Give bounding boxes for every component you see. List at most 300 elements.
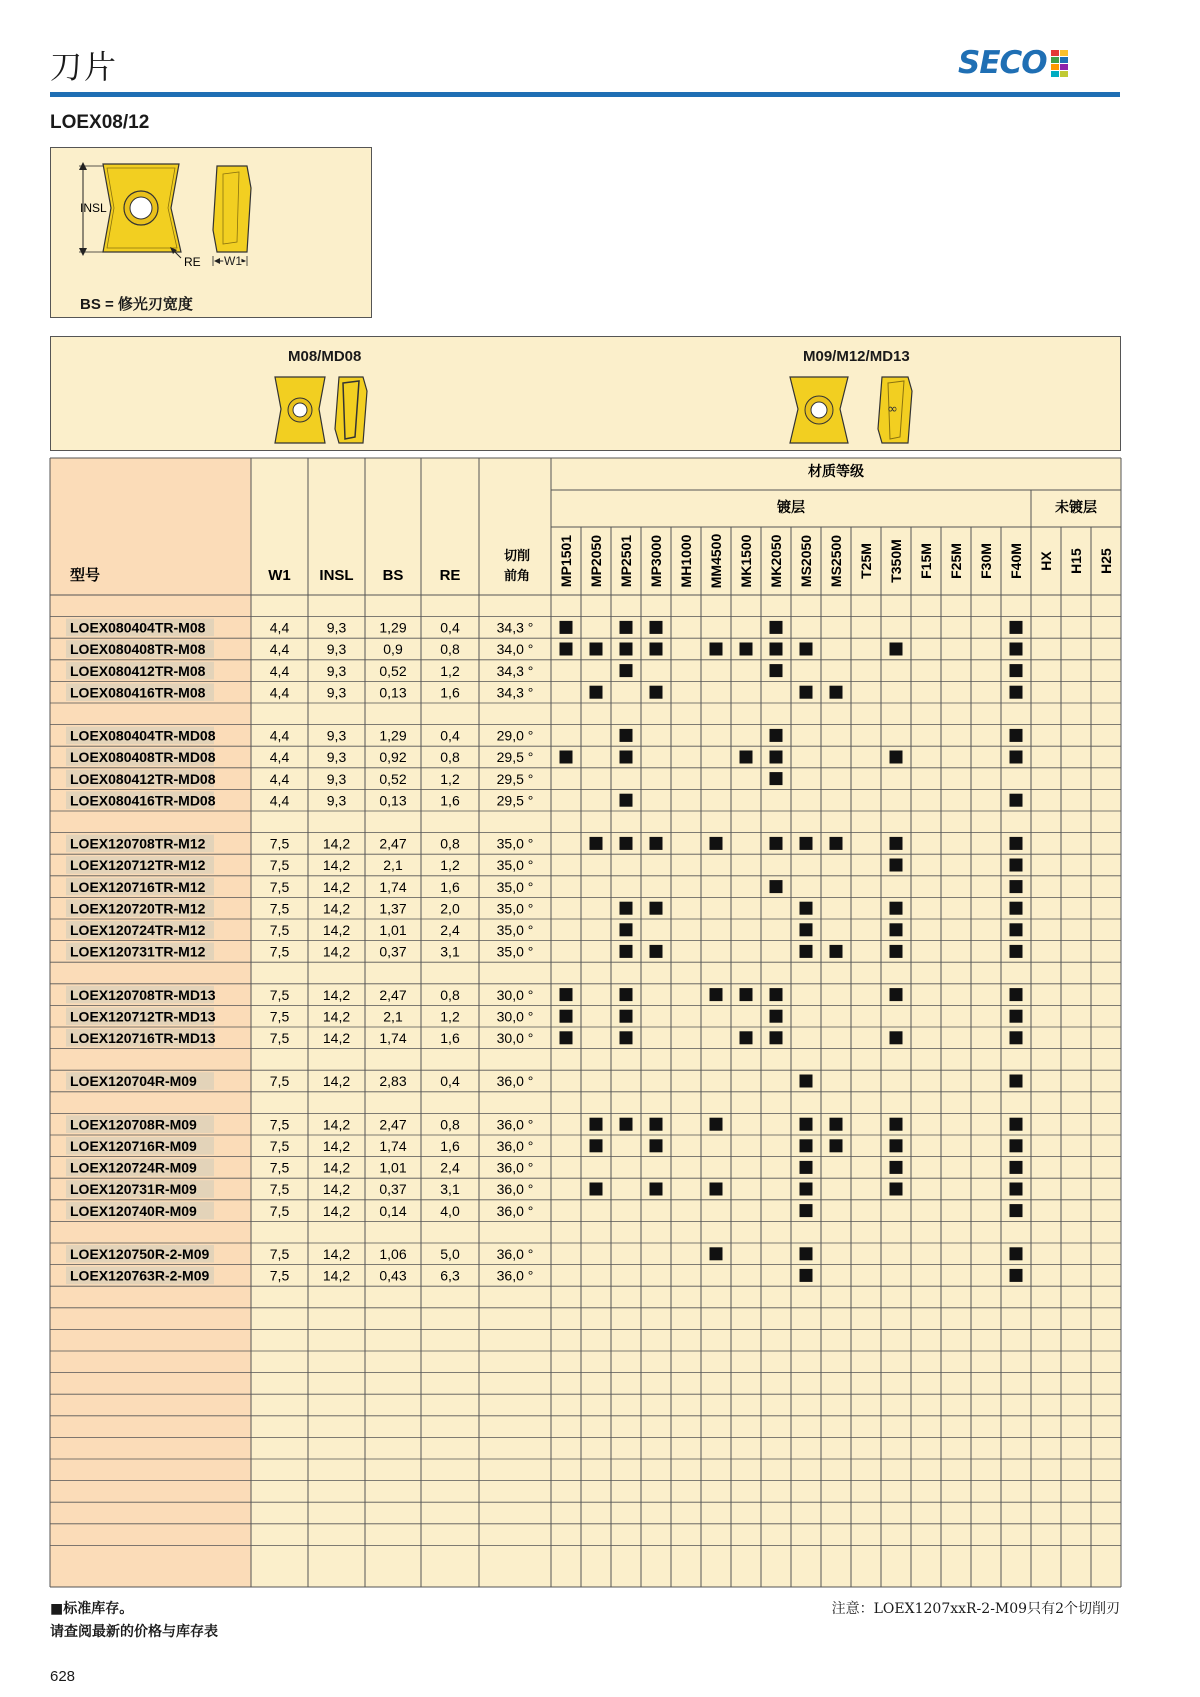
stock-mark: [620, 664, 633, 677]
stock-mark: [620, 794, 633, 807]
stock-mark: [770, 643, 783, 656]
stock-mark: [620, 945, 633, 958]
row-model: LOEX120716TR-M12: [70, 878, 206, 895]
row-model: LOEX120724TR-M12: [70, 922, 206, 938]
stock-mark: [1010, 643, 1023, 656]
grade-header-h15: H15: [1068, 548, 1084, 574]
grade-header-mk1500: MK1500: [738, 534, 754, 588]
stock-mark: [830, 945, 843, 958]
stock-mark: [1010, 1183, 1023, 1196]
header-uncoated: 未镀层: [1055, 500, 1097, 516]
row-model: LOEX080404TR-M08: [70, 619, 206, 636]
stock-mark: [1010, 664, 1023, 677]
grade-header-hx: HX: [1038, 551, 1054, 571]
stock-mark: [1010, 1075, 1023, 1088]
logo-text: SECO: [958, 45, 1047, 81]
row-w1: 7,5: [269, 878, 290, 895]
row-w1: 7,5: [269, 1181, 290, 1198]
stock-mark: [800, 1075, 813, 1088]
row-angle: 29,5 °: [496, 792, 534, 809]
row-angle: 36,0 °: [496, 1246, 534, 1262]
row-w1: 7,5: [269, 857, 290, 874]
stock-mark: [1010, 1269, 1023, 1282]
stock-mark: [830, 686, 843, 699]
grade-header-h25: H25: [1098, 548, 1114, 574]
row-bs: 1,29: [379, 727, 407, 744]
row-w1: 4,4: [269, 684, 290, 701]
insl-label: INSL: [80, 201, 107, 215]
stock-mark: [830, 837, 843, 850]
row-angle: 30,0 °: [496, 986, 534, 1003]
stock-mark: [620, 923, 633, 936]
stock-mark: [800, 902, 813, 915]
stock-mark: [800, 1183, 813, 1196]
row-w1: 7,5: [269, 1246, 290, 1262]
stock-mark: [800, 923, 813, 936]
row-re: 3,1: [440, 943, 460, 960]
page-title: 刀片: [50, 48, 119, 86]
row-re: 1,2: [440, 770, 460, 787]
row-insl: 14,2: [322, 986, 351, 1003]
svg-text:∞: ∞: [887, 402, 898, 417]
stock-mark: [1010, 621, 1023, 634]
row-model: LOEX120712TR-M12: [70, 857, 206, 874]
row-w1: 7,5: [269, 1116, 290, 1133]
row-insl: 14,2: [322, 1138, 351, 1154]
row-insl: 14,2: [322, 857, 351, 874]
stock-mark: [770, 1031, 783, 1044]
stock-note: ■标准库存。: [50, 1601, 134, 1617]
stock-mark: [620, 1010, 633, 1023]
row-angle: 36,0 °: [496, 1181, 534, 1198]
row-bs: 0,52: [379, 770, 407, 787]
stock-mark: [740, 643, 753, 656]
row-bs: 2,47: [379, 835, 407, 852]
row-angle: 35,0 °: [496, 878, 534, 895]
row-model: LOEX080412TR-MD08: [70, 770, 216, 787]
stock-mark: [740, 1031, 753, 1044]
row-model: LOEX120720TR-M12: [70, 900, 206, 917]
header-grade-group: 材质等级: [808, 464, 864, 480]
row-model: LOEX120708R-M09: [70, 1116, 197, 1133]
stock-mark: [620, 902, 633, 915]
row-w1: 7,5: [269, 1138, 290, 1154]
row-angle: 36,0 °: [496, 1116, 534, 1133]
row-w1: 7,5: [269, 1159, 290, 1176]
stock-mark: [1010, 880, 1023, 893]
row-insl: 14,2: [322, 900, 351, 917]
stock-mark: [770, 621, 783, 634]
row-re: 0,8: [440, 986, 460, 1003]
row-angle: 35,0 °: [496, 922, 534, 938]
stock-mark: [710, 837, 723, 850]
variant-label-m08: M08/MD08: [288, 348, 362, 365]
stock-mark: [620, 1031, 633, 1044]
stock-mark: [800, 945, 813, 958]
stock-mark: [620, 988, 633, 1001]
stock-mark: [560, 751, 573, 764]
stock-mark: [770, 837, 783, 850]
row-angle: 36,0 °: [496, 1159, 534, 1176]
stock-mark: [800, 837, 813, 850]
row-re: 1,6: [440, 1030, 460, 1046]
row-model: LOEX120704R-M09: [70, 1073, 197, 1090]
stock-mark: [1010, 686, 1023, 699]
row-insl: 14,2: [322, 1267, 351, 1284]
stock-mark: [1010, 794, 1023, 807]
row-model: LOEX120716TR-MD13: [70, 1030, 216, 1046]
stock-mark: [620, 1118, 633, 1131]
row-insl: 14,2: [322, 878, 351, 895]
row-model: LOEX120731R-M09: [70, 1181, 197, 1198]
row-model: LOEX080416TR-M08: [70, 684, 206, 701]
row-model: LOEX120724R-M09: [70, 1159, 197, 1176]
stock-mark: [560, 988, 573, 1001]
stock-mark: [1010, 837, 1023, 850]
row-w1: 7,5: [269, 1267, 290, 1284]
row-w1: 7,5: [269, 1202, 290, 1219]
stock-mark: [890, 1118, 903, 1131]
row-angle: 34,3 °: [496, 619, 534, 636]
stock-mark: [650, 621, 663, 634]
stock-mark: [890, 751, 903, 764]
row-re: 0,4: [440, 727, 460, 744]
row-re: 2,4: [440, 1159, 460, 1176]
stock-mark: [890, 837, 903, 850]
grade-header-ms2050: MS2050: [798, 534, 814, 588]
row-model: LOEX080404TR-MD08: [70, 727, 216, 744]
row-angle: 29,5 °: [496, 770, 534, 787]
row-bs: 1,06: [379, 1246, 407, 1262]
row-w1: 7,5: [269, 922, 290, 938]
row-re: 0,4: [440, 1073, 460, 1090]
row-bs: 0,14: [379, 1202, 407, 1219]
row-bs: 1,74: [379, 878, 407, 895]
stock-mark: [1010, 1161, 1023, 1174]
row-w1: 7,5: [269, 1008, 290, 1025]
stock-mark: [800, 1247, 813, 1260]
stock-mark: [800, 643, 813, 656]
stock-mark: [890, 923, 903, 936]
stock-mark: [650, 686, 663, 699]
stock-mark: [1010, 902, 1023, 915]
grade-header-mm4500: MM4500: [708, 533, 724, 589]
stock-mark: [710, 643, 723, 656]
stock-mark: [770, 988, 783, 1001]
row-angle: 34,0 °: [496, 641, 534, 658]
row-bs: 1,01: [379, 922, 407, 938]
stock-mark: [560, 1010, 573, 1023]
stock-mark: [560, 1031, 573, 1044]
row-model: LOEX080408TR-MD08: [70, 749, 216, 766]
grade-header-mp3000: MP3000: [648, 534, 664, 588]
row-w1: 4,4: [269, 619, 290, 636]
row-re: 1,2: [440, 1008, 460, 1025]
re-label: RE: [184, 255, 201, 269]
row-angle: 36,0 °: [496, 1202, 534, 1219]
row-bs: 0,37: [379, 1181, 407, 1198]
row-model: LOEX120740R-M09: [70, 1202, 197, 1219]
row-re: 1,6: [440, 792, 460, 809]
row-re: 0,8: [440, 835, 460, 852]
grade-header-f25m: F25M: [948, 543, 964, 579]
stock-mark: [800, 1118, 813, 1131]
stock-mark: [620, 751, 633, 764]
stock-mark: [890, 1139, 903, 1152]
grade-header-f15m: F15M: [918, 543, 934, 579]
stock-mark: [1010, 923, 1023, 936]
row-re: 2,0: [440, 900, 460, 917]
stock-mark: [740, 751, 753, 764]
stock-mark: [1010, 751, 1023, 764]
row-w1: 4,4: [269, 727, 290, 744]
row-w1: 4,4: [269, 770, 290, 787]
row-angle: 36,0 °: [496, 1073, 534, 1090]
stock-mark: [1010, 729, 1023, 742]
row-bs: 2,47: [379, 986, 407, 1003]
row-angle: 35,0 °: [496, 900, 534, 917]
row-insl: 9,3: [326, 727, 347, 744]
row-bs: 1,37: [379, 900, 407, 917]
row-insl: 14,2: [322, 1159, 351, 1176]
stock-mark: [1010, 945, 1023, 958]
row-w1: 7,5: [269, 1030, 290, 1046]
row-insl: 9,3: [326, 749, 347, 766]
stock-mark: [650, 945, 663, 958]
row-re: 1,6: [440, 684, 460, 701]
header-bs: BS: [382, 567, 404, 584]
row-bs: 0,92: [379, 749, 407, 766]
grade-header-mp1501: MP1501: [558, 534, 574, 588]
row-model: LOEX120708TR-M12: [70, 835, 206, 852]
row-bs: 2,83: [379, 1073, 407, 1090]
variant-label-m09: M09/M12/MD13: [803, 348, 910, 365]
header-re: RE: [439, 567, 461, 584]
stock-mark: [1010, 1247, 1023, 1260]
stock-mark: [590, 686, 603, 699]
row-re: 3,1: [440, 1181, 460, 1198]
grade-header-f40m: F40M: [1008, 543, 1024, 579]
row-w1: 4,4: [269, 662, 290, 679]
stock-mark: [800, 1204, 813, 1217]
stock-mark: [590, 1118, 603, 1131]
row-w1: 7,5: [269, 900, 290, 917]
stock-mark: [800, 1161, 813, 1174]
stock-mark: [1010, 1010, 1023, 1023]
stock-mark: [560, 621, 573, 634]
row-angle: 29,5 °: [496, 749, 534, 766]
row-bs: 0,13: [379, 684, 407, 701]
row-model: LOEX120731TR-M12: [70, 943, 206, 960]
grade-header-f30m: F30M: [978, 543, 994, 579]
row-insl: 14,2: [322, 835, 351, 852]
row-bs: 1,74: [379, 1138, 407, 1154]
stock-mark: [770, 664, 783, 677]
stock-mark: [1010, 859, 1023, 872]
section-title: LOEX08/12: [50, 112, 150, 133]
row-angle: 30,0 °: [496, 1030, 534, 1046]
row-bs: 2,1: [383, 857, 403, 874]
row-insl: 9,3: [326, 684, 347, 701]
stock-mark: [620, 729, 633, 742]
row-re: 4,0: [440, 1202, 460, 1219]
row-model: LOEX120750R-2-M09: [70, 1246, 210, 1262]
row-insl: 9,3: [326, 641, 347, 658]
row-model: LOEX080408TR-M08: [70, 641, 206, 658]
row-model: LOEX080412TR-M08: [70, 662, 206, 679]
header-coated: 镀层: [777, 500, 805, 516]
stock-mark: [830, 1118, 843, 1131]
stock-mark: [890, 1161, 903, 1174]
stock-mark: [890, 859, 903, 872]
row-re: 0,8: [440, 1116, 460, 1133]
row-bs: 0,13: [379, 792, 407, 809]
stock-mark: [620, 621, 633, 634]
w1-label: W1: [224, 254, 242, 268]
grade-header-ms2500: MS2500: [828, 534, 844, 588]
stock-mark: [830, 1139, 843, 1152]
page-number: 628: [50, 1668, 76, 1685]
header-angle-line1: 切削: [503, 549, 531, 564]
stock-mark: [1010, 988, 1023, 1001]
row-model: LOEX120763R-2-M09: [70, 1267, 210, 1284]
header-angle-line2: 前角: [503, 569, 531, 584]
row-model: LOEX120712TR-MD13: [70, 1008, 216, 1025]
stock-mark: [770, 880, 783, 893]
stock-mark: [710, 1247, 723, 1260]
row-bs: 2,47: [379, 1116, 407, 1133]
stock-mark: [620, 643, 633, 656]
stock-mark: [650, 837, 663, 850]
cutting-edge-note: 注意：LOEX1207xxR-2-M09只有2个切削刃: [831, 1601, 1120, 1617]
row-re: 0,8: [440, 749, 460, 766]
row-angle: 35,0 °: [496, 835, 534, 852]
row-angle: 35,0 °: [496, 857, 534, 874]
row-w1: 7,5: [269, 943, 290, 960]
stock-mark: [650, 1139, 663, 1152]
stock-mark: [800, 1269, 813, 1282]
row-angle: 34,3 °: [496, 684, 534, 701]
row-model: LOEX120716R-M09: [70, 1138, 197, 1154]
row-re: 2,4: [440, 922, 460, 938]
row-w1: 7,5: [269, 986, 290, 1003]
row-bs: 0,9: [383, 641, 403, 658]
row-angle: 29,0 °: [496, 727, 534, 744]
row-re: 1,6: [440, 878, 460, 895]
stock-mark: [1010, 1031, 1023, 1044]
stock-mark: [590, 1139, 603, 1152]
stock-mark: [590, 1183, 603, 1196]
grade-header-mp2050: MP2050: [588, 534, 604, 588]
row-w1: 4,4: [269, 792, 290, 809]
stock-mark: [1010, 1118, 1023, 1131]
row-insl: 14,2: [322, 922, 351, 938]
stock-mark: [770, 751, 783, 764]
row-angle: 35,0 °: [496, 943, 534, 960]
row-bs: 0,52: [379, 662, 407, 679]
stock-mark: [890, 902, 903, 915]
stock-mark: [650, 902, 663, 915]
row-w1: 4,4: [269, 749, 290, 766]
row-bs: 1,74: [379, 1030, 407, 1046]
row-insl: 14,2: [322, 1073, 351, 1090]
stock-mark: [650, 1118, 663, 1131]
price-note: 请查阅最新的价格与库存表: [50, 1624, 218, 1640]
stock-mark: [770, 729, 783, 742]
stock-mark: [590, 643, 603, 656]
row-bs: 0,37: [379, 943, 407, 960]
row-insl: 14,2: [322, 1181, 351, 1198]
bs-note: BS = 修光刃宽度: [80, 296, 193, 313]
stock-mark: [710, 988, 723, 1001]
stock-mark: [890, 1183, 903, 1196]
row-insl: 14,2: [322, 1008, 351, 1025]
row-re: 0,8: [440, 641, 460, 658]
row-angle: 36,0 °: [496, 1138, 534, 1154]
row-insl: 14,2: [322, 943, 351, 960]
header-w1: W1: [268, 567, 291, 584]
row-w1: 7,5: [269, 835, 290, 852]
header-insl: INSL: [319, 567, 354, 584]
stock-mark: [800, 686, 813, 699]
stock-mark: [890, 643, 903, 656]
row-angle: 36,0 °: [496, 1267, 534, 1284]
stock-mark: [620, 837, 633, 850]
stock-mark: [560, 643, 573, 656]
stock-mark: [740, 988, 753, 1001]
row-w1: 7,5: [269, 1073, 290, 1090]
row-re: 6,3: [440, 1267, 460, 1284]
row-angle: 30,0 °: [496, 1008, 534, 1025]
grade-header-t350m: T350M: [888, 539, 904, 583]
stock-mark: [770, 772, 783, 785]
stock-mark: [710, 1118, 723, 1131]
row-insl: 9,3: [326, 662, 347, 679]
row-insl: 14,2: [322, 1246, 351, 1262]
stock-mark: [890, 1031, 903, 1044]
row-insl: 14,2: [322, 1030, 351, 1046]
row-bs: 1,29: [379, 619, 407, 636]
stock-mark: [890, 988, 903, 1001]
row-insl: 9,3: [326, 619, 347, 636]
row-re: 5,0: [440, 1246, 460, 1262]
stock-mark: [1010, 1204, 1023, 1217]
row-w1: 4,4: [269, 641, 290, 658]
row-insl: 14,2: [322, 1202, 351, 1219]
row-re: 1,2: [440, 857, 460, 874]
row-re: 0,4: [440, 619, 460, 636]
stock-mark: [590, 837, 603, 850]
stock-mark: [650, 1183, 663, 1196]
grade-header-mh1000: MH1000: [678, 534, 694, 588]
row-bs: 1,01: [379, 1159, 407, 1176]
row-model: LOEX120708TR-MD13: [70, 986, 216, 1003]
row-insl: 9,3: [326, 792, 347, 809]
stock-mark: [1010, 1139, 1023, 1152]
grade-header-t25m: T25M: [858, 543, 874, 579]
row-insl: 9,3: [326, 770, 347, 787]
row-model: LOEX080416TR-MD08: [70, 792, 216, 809]
row-angle: 34,3 °: [496, 662, 534, 679]
grade-header-mp2501: MP2501: [618, 534, 634, 588]
header-model: 型号: [70, 566, 101, 584]
grade-header-mk2050: MK2050: [768, 534, 784, 588]
row-bs: 0,43: [379, 1267, 407, 1284]
row-bs: 2,1: [383, 1008, 403, 1025]
row-re: 1,2: [440, 662, 460, 679]
stock-mark: [710, 1183, 723, 1196]
stock-mark: [890, 945, 903, 958]
